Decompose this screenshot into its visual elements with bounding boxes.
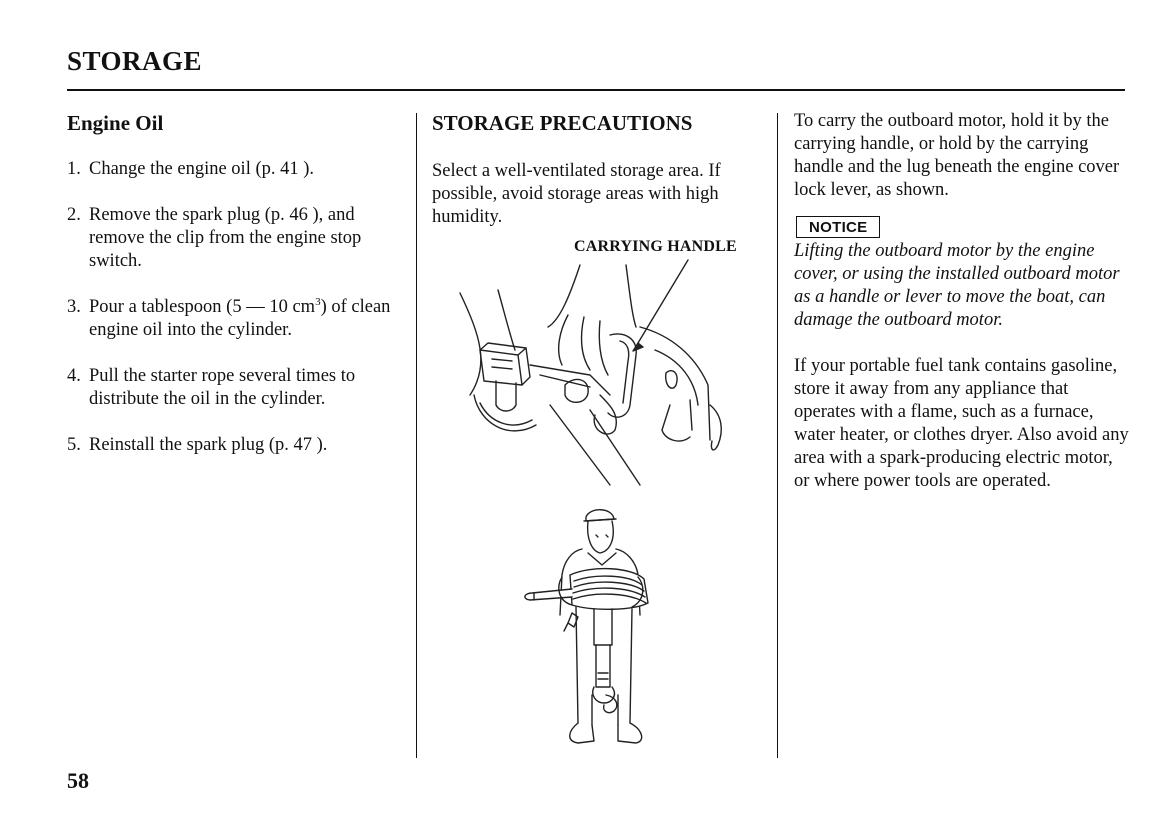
step-item [67, 158, 402, 181]
step-number: 4. [67, 366, 81, 386]
storage-precautions-text: Select a well-ventilated storage area. If possible, avoid storage areas with high humidity. [432, 161, 721, 227]
notice-text: Lifting the outboard motor by the engine cover, or using the installed outboard motor as a handle or lever to move the boat, can damage the outboard motor. [794, 241, 1120, 330]
step-item [67, 365, 402, 411]
step-text: Remove the spark plug (p. 46 ), and remove the clip from the engine stop switch. [89, 205, 362, 271]
engine-oil-heading: Engine Oil [67, 111, 164, 135]
title-rule [67, 89, 1125, 91]
step-item [67, 296, 402, 342]
storage-precautions-section [432, 110, 762, 229]
column-divider-left [416, 113, 417, 758]
step-text-end: ) of clean engine oil into the cylinder. [89, 297, 391, 340]
carrying-and-fuel-section [794, 110, 1129, 493]
carrying-instructions-text: To carry the outboard motor, hold it by the carrying handle, or hold by the carrying handle and the lug beneath the engine cover lock lever, as shown. [794, 111, 1120, 200]
notice-label: NOTICE [796, 216, 880, 238]
carrying-handle-label: CARRYING HANDLE [574, 238, 737, 255]
page-title: STORAGE [67, 46, 203, 76]
carrying-handle-illustration [440, 255, 740, 490]
step-number: 5. [67, 435, 81, 455]
step-item [67, 434, 402, 457]
column-divider-right [777, 113, 778, 758]
step-text: Pull the starter rope several times to distribute the oil in the cylinder. [89, 366, 356, 409]
person-carrying-motor-illustration [512, 505, 682, 755]
step-text: Change the engine oil (p. 41 ). [89, 159, 315, 179]
step-number: 3. [67, 297, 81, 317]
page-number: 58 [67, 768, 89, 793]
step-number: 2. [67, 205, 81, 225]
step-item [67, 204, 402, 273]
step-text [89, 296, 402, 342]
fuel-tank-text: If your portable fuel tank contains gasoline, store it away from any appliance that operates with a flame, such as a furnace, water heater, or clothes dryer. Also avoid any area with a spark-producing electric motor, or where power tools are operated. [794, 356, 1129, 491]
step-number: 1. [67, 159, 81, 179]
engine-oil-steps [67, 158, 402, 457]
superscript-3: 3 [315, 295, 321, 308]
engine-oil-section [67, 110, 402, 480]
step-text-start: Pour a tablespoon (5 — 10 cm [89, 297, 316, 317]
step-text: Reinstall the spark plug (p. 47 ). [89, 435, 328, 455]
storage-precautions-heading: STORAGE PRECAUTIONS [432, 111, 693, 135]
